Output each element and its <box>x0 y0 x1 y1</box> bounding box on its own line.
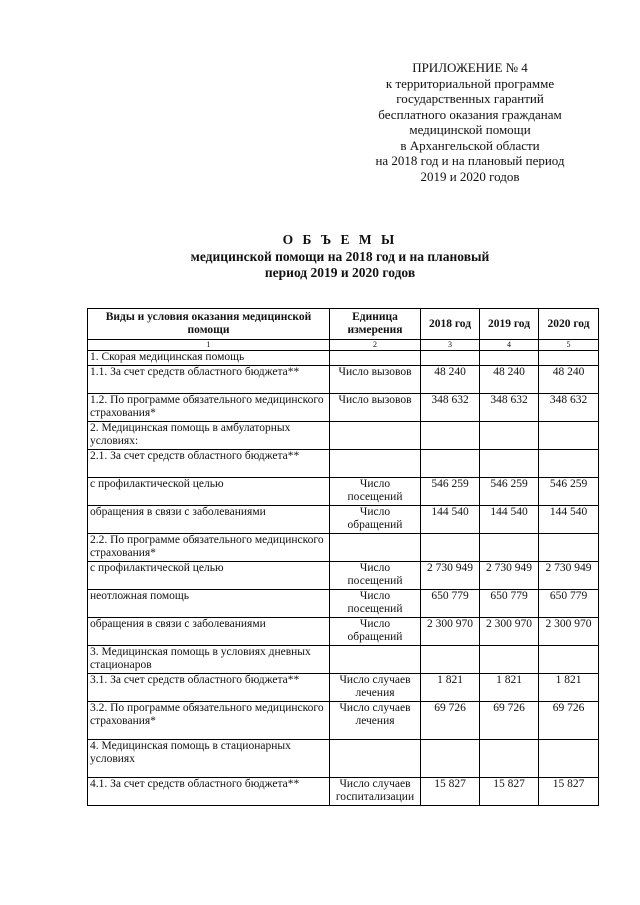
appendix-line: бесплатного оказания гражданам <box>378 106 562 122</box>
row-2019-cell: 1 821 <box>480 673 539 701</box>
row-2019-cell <box>480 645 539 673</box>
row-2020-cell <box>539 533 599 561</box>
row-name-cell: 2. Медицинская помощь в амбулаторных условиях: <box>88 421 330 449</box>
appendix-line: ПРИЛОЖЕНИЕ № 4 <box>412 60 528 75</box>
row-2020-cell: 144 540 <box>539 505 599 533</box>
table-row <box>88 777 599 805</box>
header-kind: Виды и условия оказания медицинской помощи <box>88 309 330 340</box>
row-name-cell: неотложная помощь <box>88 589 330 617</box>
row-2019-cell: 69 726 <box>480 701 539 739</box>
row-name-cell: 3. Медицинская помощь в условиях дневных стационаров <box>88 645 330 673</box>
row-2019-cell: 2 300 970 <box>480 617 539 645</box>
column-number: 4 <box>480 340 539 351</box>
appendix-line: в Архангельской области <box>400 137 540 153</box>
row-2020-cell: 48 240 <box>539 365 599 393</box>
column-number: 5 <box>539 340 599 351</box>
title-line-3: период 2019 и 2020 годов <box>264 265 416 280</box>
appendix-line: государственных гарантий <box>396 91 544 106</box>
row-2018-cell: 144 540 <box>421 505 480 533</box>
row-2018-cell <box>421 421 480 449</box>
row-2019-cell: 348 632 <box>480 393 539 421</box>
table-row <box>88 589 599 617</box>
row-name-cell: с профилактической целью <box>88 477 330 505</box>
row-2020-cell <box>539 421 599 449</box>
volumes-table <box>87 308 599 806</box>
row-2018-cell: 69 726 <box>421 701 480 739</box>
row-2020-cell: 650 779 <box>539 589 599 617</box>
row-name-cell: 1.2. По программе обязательного медицинского страхования* <box>88 393 330 421</box>
table-row <box>88 673 599 701</box>
row-2019-cell <box>480 421 539 449</box>
table-row <box>88 351 599 366</box>
row-2018-cell: 348 632 <box>421 393 480 421</box>
column-number: 3 <box>421 340 480 351</box>
header-unit: Единица измерения <box>330 309 421 340</box>
table-row <box>88 645 599 673</box>
appendix-block <box>340 60 600 184</box>
table-header-row <box>88 309 599 340</box>
row-2020-cell <box>539 645 599 673</box>
row-2020-cell: 546 259 <box>539 477 599 505</box>
row-2018-cell: 650 779 <box>421 589 480 617</box>
row-unit-cell: Число обращений <box>330 505 421 533</box>
table-row <box>88 477 599 505</box>
table-row <box>88 533 599 561</box>
table-row <box>88 701 599 739</box>
table-row <box>88 561 599 589</box>
table-row <box>88 421 599 449</box>
row-2018-cell <box>421 645 480 673</box>
row-unit-cell <box>330 449 421 477</box>
row-unit-cell: Число посещений <box>330 477 421 505</box>
title-line-1: О Б Ъ Е М Ы <box>282 232 398 247</box>
row-2020-cell <box>539 739 599 777</box>
row-2020-cell: 69 726 <box>539 701 599 739</box>
table-row <box>88 393 599 421</box>
row-2018-cell <box>421 533 480 561</box>
row-2020-cell: 2 730 949 <box>539 561 599 589</box>
row-unit-cell <box>330 739 421 777</box>
row-2018-cell: 546 259 <box>421 477 480 505</box>
row-2020-cell: 2 300 970 <box>539 617 599 645</box>
row-2019-cell: 650 779 <box>480 589 539 617</box>
row-2019-cell: 2 730 949 <box>480 561 539 589</box>
row-name-cell: 2.2. По программе обязательного медицинского страхования* <box>88 533 330 561</box>
row-unit-cell: Число вызовов <box>330 393 421 421</box>
row-unit-cell: Число посещений <box>330 561 421 589</box>
row-2018-cell: 15 827 <box>421 777 480 805</box>
row-2020-cell <box>539 351 599 366</box>
row-unit-cell <box>330 645 421 673</box>
row-unit-cell: Число случаев лечения <box>330 673 421 701</box>
column-number: 1 <box>88 340 330 351</box>
row-2018-cell: 1 821 <box>421 673 480 701</box>
table-row <box>88 739 599 777</box>
row-unit-cell <box>330 421 421 449</box>
row-2020-cell: 15 827 <box>539 777 599 805</box>
row-2019-cell: 546 259 <box>480 477 539 505</box>
table-body <box>88 351 599 806</box>
row-2019-cell: 15 827 <box>480 777 539 805</box>
row-2019-cell <box>480 533 539 561</box>
row-unit-cell <box>330 533 421 561</box>
row-2018-cell: 48 240 <box>421 365 480 393</box>
row-2019-cell: 48 240 <box>480 365 539 393</box>
document-title <box>60 232 620 282</box>
row-2018-cell: 2 730 949 <box>421 561 480 589</box>
row-2019-cell: 144 540 <box>480 505 539 533</box>
appendix-line: 2019 и 2020 годов <box>420 168 520 184</box>
column-numbers-row <box>88 340 599 351</box>
row-name-cell: 3.2. По программе обязательного медицинского страхования* <box>88 701 330 739</box>
row-name-cell: 4.1. За счет средств областного бюджета** <box>88 777 330 805</box>
row-2020-cell: 348 632 <box>539 393 599 421</box>
row-unit-cell <box>330 351 421 366</box>
table-row <box>88 505 599 533</box>
table-row <box>88 617 599 645</box>
title-line-2: медицинской помощи на 2018 год и на плановый <box>190 248 490 264</box>
row-name-cell: 2.1. За счет средств областного бюджета** <box>88 449 330 477</box>
row-unit-cell: Число обращений <box>330 617 421 645</box>
row-unit-cell: Число посещений <box>330 589 421 617</box>
row-2018-cell <box>421 351 480 366</box>
row-2018-cell <box>421 449 480 477</box>
row-name-cell: 3.1. За счет средств областного бюджета** <box>88 673 330 701</box>
row-2020-cell <box>539 449 599 477</box>
appendix-line: медицинской помощи <box>409 122 531 137</box>
row-unit-cell: Число вызовов <box>330 365 421 393</box>
row-name-cell: 1.1. За счет средств областного бюджета** <box>88 365 330 393</box>
row-name-cell: 1. Скорая медицинская помощь <box>88 351 330 366</box>
row-name-cell: обращения в связи с заболеваниями <box>88 505 330 533</box>
row-2019-cell <box>480 449 539 477</box>
row-unit-cell: Число случаев лечения <box>330 701 421 739</box>
row-2019-cell <box>480 739 539 777</box>
row-2019-cell <box>480 351 539 366</box>
appendix-line: на 2018 год и на плановый период <box>375 153 565 168</box>
header-2020: 2020 год <box>539 309 599 340</box>
table-row <box>88 365 599 393</box>
table-row <box>88 449 599 477</box>
column-number: 2 <box>330 340 421 351</box>
row-name-cell: обращения в связи с заболеваниями <box>88 617 330 645</box>
appendix-line: к территориальной программе <box>385 75 555 91</box>
row-name-cell: 4. Медицинская помощь в стационарных условиях <box>88 739 330 777</box>
row-2018-cell <box>421 739 480 777</box>
row-2020-cell: 1 821 <box>539 673 599 701</box>
header-2019: 2019 год <box>480 309 539 340</box>
header-2018: 2018 год <box>421 309 480 340</box>
row-unit-cell: Число случаев госпитализации <box>330 777 421 805</box>
row-2018-cell: 2 300 970 <box>421 617 480 645</box>
row-name-cell: с профилактической целью <box>88 561 330 589</box>
